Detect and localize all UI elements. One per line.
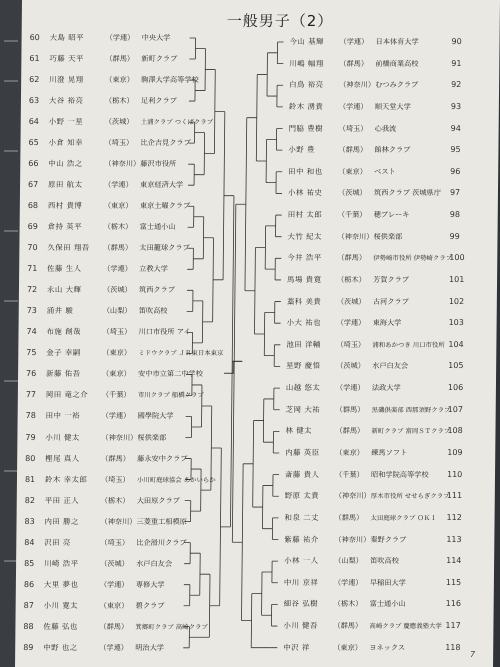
entry-num: 71 [27,264,38,274]
entry-name: 大里 夢也 [43,579,79,589]
entry-name: 田中 一裕 [45,411,81,421]
entry-pref: （東京） [102,348,132,358]
tournament-bracket [15,0,500,667]
entry-num: 68 [27,201,39,211]
entry-num: 83 [24,516,35,526]
entry-pref: （神奈川） [104,159,141,169]
entry-num: 94 [450,123,461,133]
entry-name: 斎藤 貴人 [284,469,320,479]
entry-num: 97 [449,188,461,198]
entry-pref: （東京） [102,369,131,379]
entry-num: 92 [451,80,462,90]
entry-club: 中央大学 [141,33,171,42]
entry-name: 沢田 亮 [44,537,71,547]
entry-pref: （群馬） [334,512,364,522]
entry-pref: （埼玉） [104,138,134,148]
entry-name: 小野 豊 [288,145,316,155]
entry-num: 96 [450,166,461,176]
entry-club: 東海大学 [372,318,402,328]
entry-name: 野原 太貴 [284,491,320,501]
entry-pref: （茨城） [104,117,134,127]
entry-name: 巧藤 天平 [49,54,84,64]
entry-pref: （神奈川） [334,491,371,501]
entry-club: 國學院大学 [137,411,174,421]
entry-num: 85 [24,558,35,568]
page-title: 一般男子（2） [226,12,334,30]
entry-club: 水戸白友会 [136,558,173,568]
entry-name: 池田 洋輔 [286,339,321,349]
entry-club: 館林クラブ [374,145,411,155]
entry-club: むつみクラブ [375,80,419,90]
entry-pref: （栃木） [333,599,363,609]
entry-num: 63 [28,96,40,106]
entry-club: 筑西クラブ 茨城県庁 [373,188,442,198]
entry-num: 115 [445,577,462,587]
entry-name: 倉持 英平 [47,222,83,232]
entry-name: 小林 祐史 [287,188,323,198]
entry-club: 土浦クラブ つくばクラブ [140,118,214,127]
entry-club: 笛吹高校 [138,306,168,316]
entry-name: 門脇 豊樹 [288,123,324,133]
entry-name: 大島 昭平 [49,33,85,42]
entry-pref: （群馬） [101,453,131,463]
entry-club: 昭和学院高等学校 [370,469,429,479]
entry-club: 新町クラブ 富岡ＳＴクラブ [371,427,451,436]
entry-num: 93 [450,101,462,111]
entry-club: 藤沢市役所 [140,159,177,169]
entry-name: 内田 勝之 [44,516,80,526]
entry-club: 早稲田大学 [369,577,406,587]
entry-num: 67 [28,180,39,190]
entry-name: 鈴木 湧貴 [288,101,324,111]
entry-num: 114 [446,556,462,566]
entry-num: 91 [451,58,462,68]
entry-num: 60 [29,33,40,42]
entry-name: 細谷 弘樹 [283,599,319,609]
entry-club: 川口市役所 アイ [138,327,191,337]
entry-name: 佐藤 生人 [47,264,82,274]
entry-num: 80 [25,453,36,463]
entry-name: 小川 健吾 [283,621,318,631]
entry-pref: （学連） [99,579,129,589]
entry-name: 川崎 浩平 [44,558,79,568]
entry-name: 樫尾 真人 [45,453,80,463]
entry-num: 74 [26,327,37,337]
entry-pref: （茨城） [100,558,129,568]
entry-name: 星野 慶悟 [286,361,321,371]
entry-pref: （茨城） [102,285,132,295]
entry-num: 111 [446,491,463,501]
entry-name: 林 健太 [285,426,313,436]
entry-pref: （東京） [103,201,133,211]
entry-pref: （千葉） [337,210,367,220]
entry-num: 84 [24,537,35,547]
page-number: 7 [470,650,476,659]
entry-pref: （栃木） [104,96,134,106]
entry-name: 白鳥 裕亮 [289,80,324,90]
entry-num: 90 [451,37,462,46]
entry-num: 89 [23,642,34,652]
entry-pref: （埼玉） [102,327,132,337]
entry-name: 涌井 駿 [46,306,74,316]
entry-name: 川澄 晃翔 [49,75,84,85]
entry-pref: （学連） [99,642,129,652]
entry-num: 99 [449,231,460,241]
entry-name: 今山 基輝 [289,37,325,46]
entry-num: 65 [28,138,39,148]
entry-club: 穂ブレーキ [373,210,410,220]
entry-pref: （学連） [338,101,368,111]
entry-club: 比企吉見クラブ [140,138,191,148]
entry-name: 小倉 知幸 [48,138,83,148]
entry-club: 太田籠球クラブ [139,243,190,253]
entry-name: 今井 浩平 [287,253,322,263]
entry-num: 103 [448,318,464,328]
entry-name: 永山 大輝 [46,285,82,295]
entry-pref: （栃木） [103,222,133,232]
entry-club: 桜供楽部 [137,432,167,442]
entry-name: 紫藤 祐介 [284,534,319,544]
entry-club: 富士通小山 [369,599,406,609]
entry-num: 70 [27,243,38,253]
entry-num: 78 [25,411,36,421]
entry-club: 筑西クラブ [138,285,175,295]
entry-club: 東京土曜クラブ [139,201,191,211]
entry-pref: （学連） [104,180,133,190]
entry-name: 大竹 紀太 [287,231,322,241]
entry-pref: （埼玉） [100,474,130,484]
entry-club: 古河クラブ [372,296,409,306]
entry-num: 108 [447,426,463,436]
entry-club: 法政大学 [371,383,401,393]
entry-num: 76 [26,369,37,379]
entry-club: 藤永安中クラブ [137,453,188,463]
entry-name: 中沢 祥 [283,642,310,652]
entry-num: 102 [448,296,465,306]
entry-pref: （栃木） [100,495,130,505]
entry-num: 75 [26,348,37,358]
entry-club: 練馬ソフト [371,447,408,457]
entry-pref: （東京） [338,166,368,176]
entry-num: 118 [445,642,461,652]
entry-num: 106 [447,383,464,393]
entry-club: 箕郷町クラブ 高崎クラブ [135,622,208,631]
entry-num: 69 [27,222,38,232]
entry-club: 芳賀クラブ [373,274,410,284]
entry-club: 浦和あかつき 川口市役所 [372,340,445,349]
entry-club: 順天堂大学 [374,101,411,111]
entry-pref: （群馬） [335,404,365,414]
entry-name: 金子 幸嗣 [46,348,81,358]
entry-club: 黒磯倶楽部 西那須野クラブ [371,405,451,414]
entry-pref: （群馬） [335,426,365,436]
entry-name: 久保田 翔吾 [47,243,90,253]
entry-num: 61 [29,54,40,64]
entry-pref: （学連） [336,318,366,328]
entry-name: 鈴木 幸太郎 [44,474,88,484]
entry-name: 岡田 竜之介 [45,390,89,400]
entry-club: 比企滑川クラブ [136,537,187,547]
entry-pref: （学連） [101,411,131,421]
entry-pref: （埼玉） [100,537,130,547]
entry-club: 東京経済大学 [140,180,184,190]
entry-num: 104 [448,339,464,349]
entry-num: 72 [26,285,38,295]
entry-pref: （埼玉） [336,339,366,349]
entry-club: ヨネックス [369,642,406,652]
entry-pref: （群馬） [339,58,369,68]
entry-pref: （群馬） [333,621,363,631]
entry-name: 中山 浩之 [48,159,83,169]
entry-pref: （群馬） [105,54,135,64]
entry-pref: （群馬） [337,253,367,263]
entry-name: 平田 正人 [44,495,80,505]
entry-name: 小川 寛太 [43,600,79,610]
document-page [15,0,500,667]
entry-name: 田村 太郎 [287,210,323,220]
entry-pref: （学連） [333,577,363,587]
entry-pref: （群馬） [338,145,368,155]
entry-num: 77 [25,390,37,400]
entry-club: 市川クラブ 船橋クラブ [137,391,204,400]
entry-name: 小大 祐也 [286,318,322,328]
entry-club: 駒澤大学高等学校 [141,75,199,85]
entry-num: 82 [24,495,35,505]
entry-name: 内藤 英臣 [285,447,320,457]
entry-name: 和泉 二丈 [284,512,320,522]
entry-pref: （東京） [335,447,365,457]
entry-pref: （群馬） [99,621,129,631]
entry-club: 厚木市役所 せせらぎクラブ [370,492,450,501]
entry-pref: （東京） [333,642,363,652]
entry-num: 86 [23,579,35,589]
entry-club: 富士通小山 [139,222,176,232]
entry-num: 117 [445,621,461,631]
entry-num: 95 [450,145,461,155]
entry-club: 太田庭球クラブ ＯＫＩ [370,513,437,522]
entry-pref: （山梨） [334,556,363,566]
entry-club: 前橋商業高校 [375,58,419,68]
entry-pref: （神奈川） [100,516,137,526]
entry-pref: （茨城） [336,361,365,371]
entry-club: 日本体育大学 [375,37,419,46]
entry-name: 小川 健太 [45,432,80,442]
entry-club: 足利クラブ [140,96,177,106]
entry-name: 小林 一人 [284,556,319,566]
entry-club: 心我流 [374,123,397,133]
entry-pref: （学連） [339,37,369,46]
entry-name: 芝岡 大祐 [285,404,321,414]
entry-club: ベスト [374,166,396,176]
entry-num: 87 [23,600,34,610]
entry-pref: （埼玉） [338,123,368,133]
entry-num: 110 [446,469,463,479]
entry-num: 81 [24,474,36,484]
entry-club: 新町クラブ [141,54,178,64]
entry-pref: （千葉） [334,469,364,479]
entry-num: 66 [28,159,39,169]
entry-name: 川嶋 幅翔 [289,58,324,68]
entry-num: 79 [25,432,36,442]
entry-club: 立教大学 [139,264,168,274]
entry-pref: （東京） [99,600,129,610]
entry-club: 秦野クラブ [370,534,407,544]
entry-num: 88 [23,621,34,631]
entry-pref: （神奈川） [337,231,374,241]
entry-club: 高崎クラブ 慶應義塾大学 [369,622,442,631]
entry-club: 三菱重工相模原 [136,516,187,526]
entry-num: 62 [29,75,40,85]
entry-club: 大田原クラブ [136,495,180,505]
entry-name: 田中 和也 [288,166,323,176]
entry-club: 安中市立第二中学校 [138,369,203,379]
entry-pref: （茨城） [337,188,367,198]
entry-name: 中川 京祥 [283,577,319,587]
entry-club: 小川町庭球協会 あかいらか [136,475,216,484]
entry-name: 藁科 美貴 [286,296,322,306]
entry-num: 109 [447,447,463,457]
entry-pref: （東京） [105,75,134,85]
entry-num: 73 [26,306,37,316]
entry-name: 山越 悠太 [285,383,321,393]
entry-club: 専修大学 [135,579,165,589]
entry-name: 新藤 佑吾 [46,369,81,379]
entry-num: 100 [449,253,465,263]
entry-club: 笛吹高校 [370,556,399,566]
entry-name: 馬場 貴寛 [287,274,322,284]
entry-pref: （学連） [103,264,132,274]
entry-pref: （神奈川） [101,432,138,442]
entry-pref: （神奈川） [339,80,376,90]
entry-name: 大谷 裕亮 [48,96,84,106]
entry-num: 107 [447,404,464,414]
entry-club: 伊勢崎市役所 伊勢崎クラブ [373,254,453,263]
entry-club: ミドウクラブ ＪＲ東日本東京 [138,349,224,358]
entry-name: 中野 也之 [43,642,78,652]
entry-club: 桜供楽部 [373,231,403,241]
entry-num: 113 [446,534,462,544]
entry-pref: （学連） [105,33,135,42]
entry-pref: （栃木） [337,274,366,284]
entry-num: 112 [446,512,462,522]
entry-name: 西村 貴博 [47,201,83,211]
entry-num: 64 [28,117,39,127]
entry-pref: （千葉） [101,390,131,400]
entry-pref: （山梨） [102,306,132,316]
entry-club: 明治大学 [135,642,165,652]
entry-name: 原田 航太 [48,180,83,190]
entry-name: 布施 創哉 [46,327,81,337]
entry-pref: （学連） [335,383,365,393]
entry-pref: （神奈川） [334,534,371,544]
entry-num: 116 [445,599,462,609]
entry-pref: （群馬） [103,243,133,253]
entry-num: 105 [448,361,464,371]
entry-club: 碧クラブ [135,600,165,610]
entry-num: 101 [449,274,465,284]
entry-name: 小野 一星 [48,117,84,127]
entry-club: 水戸白友会 [372,361,409,371]
entry-name: 佐藤 弘也 [43,621,78,631]
entry-num: 98 [449,210,460,220]
entry-pref: （茨城） [336,296,366,306]
